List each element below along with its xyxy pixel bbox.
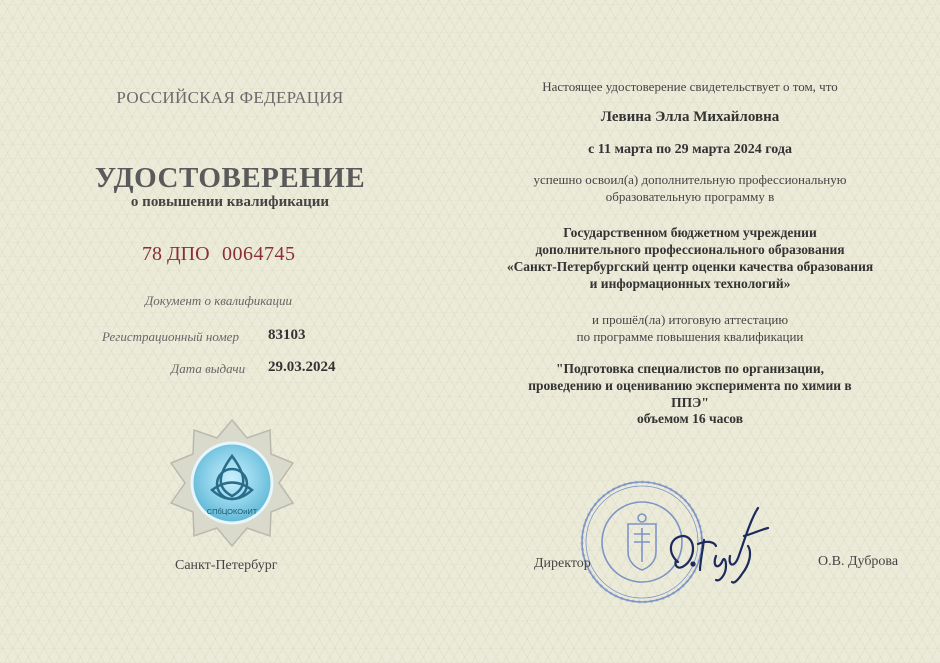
- mastered-line: успешно освоил(а) дополнительную профессиональную: [533, 172, 847, 187]
- serial-series: 78 ДПО: [142, 243, 210, 265]
- document-type-label: Документ о квалификации: [145, 293, 292, 308]
- attestation-line: и прошёл(ла) итоговую аттестацию: [591, 312, 789, 327]
- document-title: УДОСТОВЕРЕНИЕ: [94, 162, 366, 194]
- director-label: Директор: [534, 556, 591, 571]
- director-signature: [660, 500, 780, 590]
- certification-intro: Настоящее удостоверение свидетельствует о том, что: [542, 79, 838, 94]
- hologram-label: СПбЦОКОиИТ: [206, 507, 258, 516]
- country-heading: РОССИЙСКАЯ ФЕДЕРАЦИЯ: [116, 88, 344, 107]
- issue-city: Санкт-Петербург: [175, 558, 278, 573]
- hologram-seal: [167, 418, 297, 548]
- institution-line: и информационных технологий»: [589, 276, 791, 291]
- institution-line: дополнительного профессионального образования: [535, 242, 845, 257]
- registration-number-label: Регистрационный номер: [102, 329, 239, 344]
- mastered-statement: [470, 171, 910, 205]
- program-line: проведению и оцениванию эксперимента по химии в: [528, 378, 852, 393]
- institution-line: Государственном бюджетном учреждении: [563, 225, 817, 240]
- holder-name: Левина Элла Михайловна: [600, 109, 780, 125]
- mastered-line: образовательную программу в: [605, 189, 775, 204]
- institution-line: «Санкт-Петербургский центр оценки качества образования: [506, 259, 874, 274]
- document-subtitle: о повышении квалификации: [130, 194, 330, 210]
- attestation-line: по программе повышения квалификации: [576, 329, 804, 344]
- issue-date-label: Дата выдачи: [171, 361, 246, 376]
- attestation-statement: [470, 311, 910, 345]
- institution-name: [470, 224, 910, 292]
- program-volume: объемом 16 часов: [636, 411, 744, 426]
- serial-number: 0064745: [222, 243, 296, 265]
- director-name: О.В. Дуброва: [818, 554, 899, 569]
- training-period: с 11 марта по 29 марта 2024 года: [588, 142, 792, 157]
- program-line: "Подготовка специалистов по организации,: [556, 361, 824, 376]
- program-line: ППЭ": [671, 395, 709, 410]
- program-title: [470, 360, 910, 411]
- issue-date-value: 29.03.2024: [268, 359, 336, 375]
- registration-number-value: 83103: [268, 327, 306, 343]
